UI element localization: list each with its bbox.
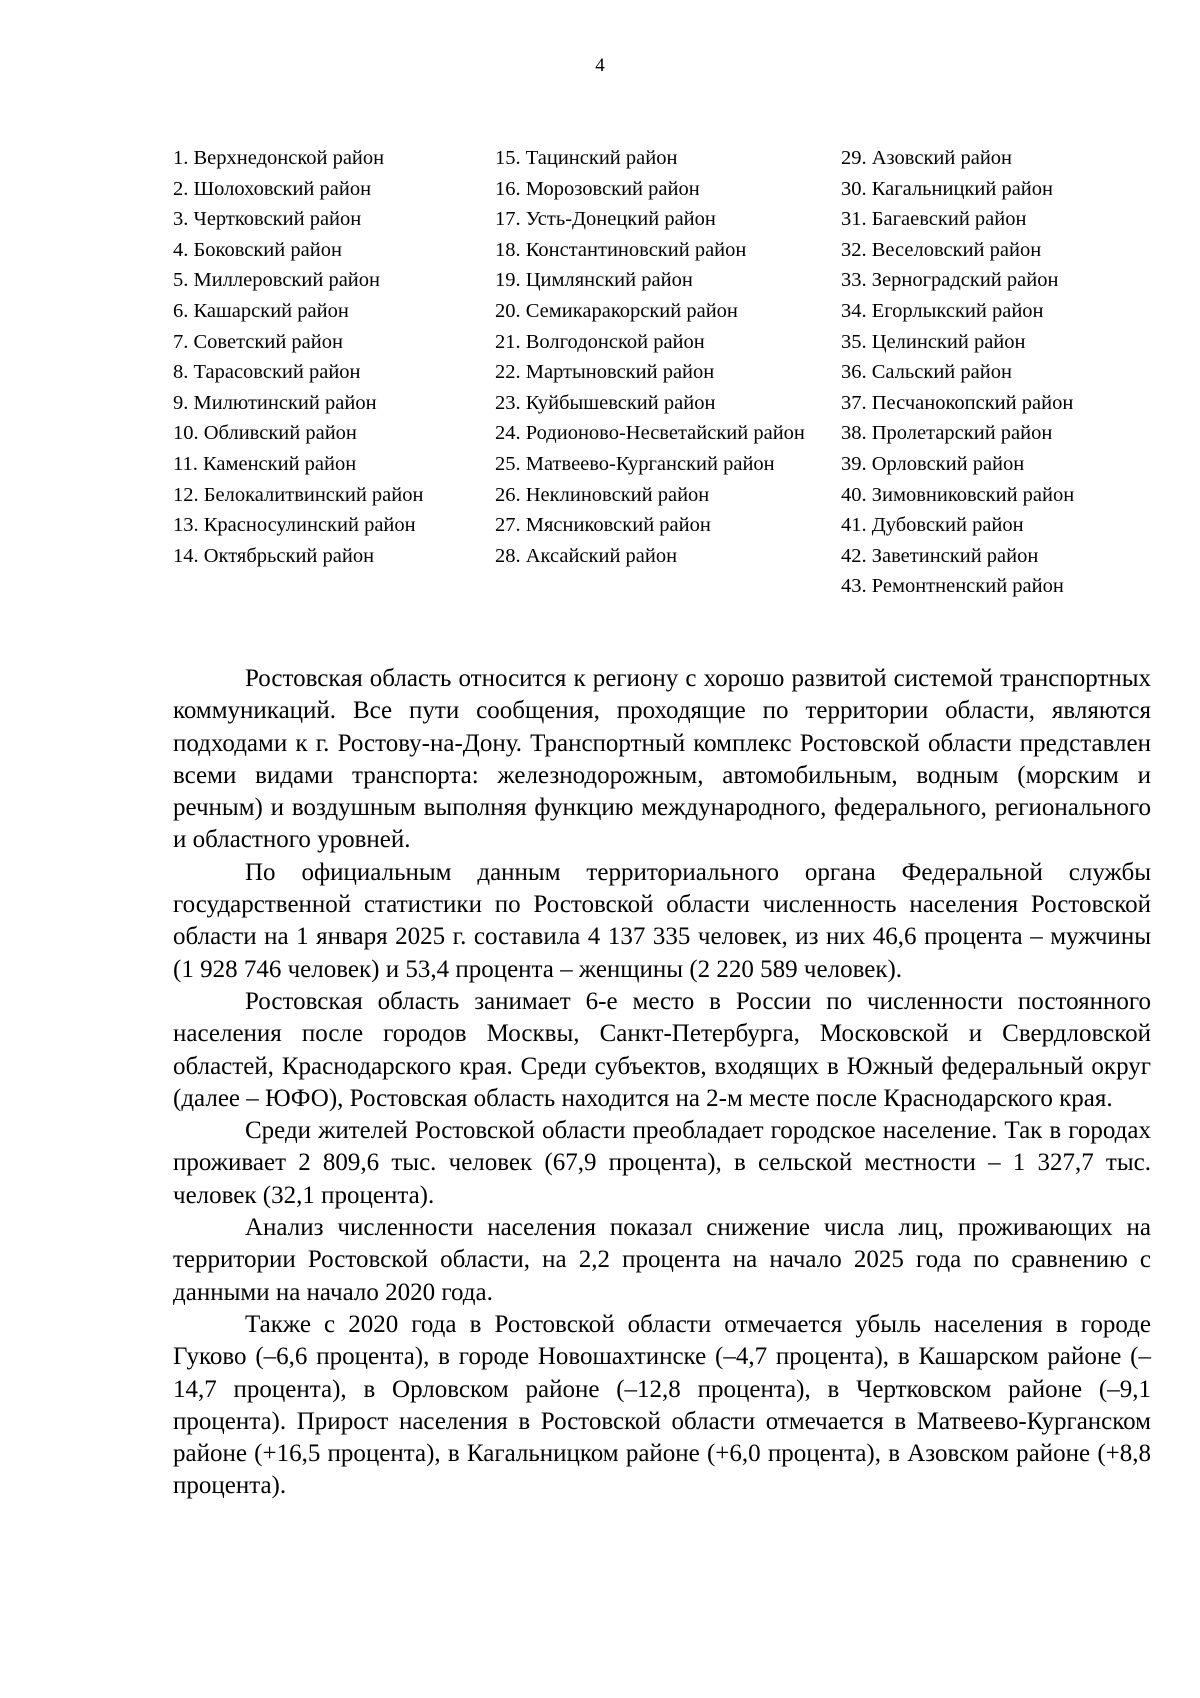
district-item: 33. Зерноградский район xyxy=(841,269,1059,292)
district-item: 6. Кашарский район xyxy=(173,299,349,322)
district-column-1 xyxy=(173,143,483,571)
district-item: 22. Мартыновский район xyxy=(495,361,715,384)
district-item: 38. Пролетарский район xyxy=(841,422,1053,445)
district-item: 40. Зимовниковский район xyxy=(841,483,1075,506)
district-item: 13. Красносулинский район xyxy=(173,514,416,537)
paragraph-population-decline: Анализ численности населения показал снижение числа лиц, проживающих на территории Ростовской области, на 2,2 процента на начало 2025 года по сравнению с данными на начало 2020 года. xyxy=(173,1214,1151,1306)
district-item: 34. Егорлыкский район xyxy=(841,299,1044,322)
district-item: 12. Белокалитвинский район xyxy=(173,483,424,506)
district-item: 2. Шолоховский район xyxy=(173,177,372,200)
district-item: 16. Морозовский район xyxy=(495,177,700,200)
district-item: 11. Каменский район xyxy=(173,452,357,475)
district-item: 23. Куйбышевский район xyxy=(495,391,716,414)
district-item: 1. Верхнедонской район xyxy=(173,147,385,169)
district-item: 9. Милютинский район xyxy=(173,391,377,414)
district-item: 29. Азовский район xyxy=(841,147,1013,169)
district-item: 24. Родионово-Несветайский район xyxy=(495,422,805,445)
district-item: 25. Матвеево-Курганский район xyxy=(495,452,775,475)
district-item: 43. Ремонтненский район xyxy=(841,575,1064,598)
district-item: 18. Константиновский район xyxy=(495,238,747,261)
paragraph-population-rank: Ростовская область занимает 6-е место в России по численности постоянного населения после городов Москвы, Санкт-Петербурга, Московской и Свердловской областей, Краснодарского края. Среди субъектов, входящих в Южный федеральный округ (далее – ЮФО), Ростовская область находится на 2-м месте после Краснодарского края. xyxy=(173,987,1151,1112)
district-item: 8. Тарасовский район xyxy=(173,361,361,384)
district-item: 5. Миллеровский район xyxy=(173,269,380,292)
district-item: 21. Волгодонской район xyxy=(495,330,705,353)
district-column-3 xyxy=(841,143,1161,602)
paragraph-urban-rural: Среди жителей Ростовской области преобладает городское население. Так в городах проживает 2 809,6 тыс. человек (67,9 процента), в сельской местности – 1 327,7 тыс. человек (32,1 процента). xyxy=(173,1117,1151,1209)
district-item: 7. Советский район xyxy=(173,330,343,353)
district-item: 30. Кагальницкий район xyxy=(841,177,1053,200)
district-item: 39. Орловский район xyxy=(841,452,1025,475)
district-item: 4. Боковский район xyxy=(173,238,342,261)
district-item: 10. Обливский район xyxy=(173,422,357,445)
district-item: 36. Сальский район xyxy=(841,361,1012,384)
district-list xyxy=(173,143,1153,643)
district-item: 42. Заветинский район xyxy=(841,544,1039,567)
district-item: 14. Октябрьский район xyxy=(173,544,375,567)
paragraph-population-changes: Также с 2020 года в Ростовской области отмечается убыль населения в городе Гуково (–6,6 процента), в городе Новошахтинске (–4,7 процента), в Кашарском районе (–14,7 процента), в Орловском районе (–12,8 процента), в Чертковском районе (–9,1 процента). Прирост населения в Ростовской области отмечается в Матвеево-Курганском районе (+16,5 процента), в Кагальницком районе (+6,0 процента), в Азовском районе (+8,8 процента). xyxy=(173,1310,1151,1500)
district-item: 37. Песчанокопский район xyxy=(841,391,1074,414)
page-number: 4 xyxy=(595,55,605,76)
district-item: 17. Усть-Донецкий район xyxy=(495,208,716,231)
district-item: 3. Чертковский район xyxy=(173,208,362,231)
district-item: 35. Целинский район xyxy=(841,330,1026,353)
paragraph-transport: Ростовская область относится к региону с хорошо развитой системой транспортных коммуникаций. Все пути сообщения, проходящие по территории области, являются подходами к г. Ростову-на-Дону. Транспортный комплекс Ростовской области представлен всеми видами транспорта: железнодорожным, автомобильным, водным (морским и речным) и воздушным выполняя функцию международного, федерального, регионального и областного уровней. xyxy=(173,665,1151,854)
body-text xyxy=(173,663,1151,1503)
district-item: 28. Аксайский район xyxy=(495,544,678,567)
district-column-2 xyxy=(495,143,815,571)
district-item: 32. Веселовский район xyxy=(841,238,1042,261)
paragraph-population-total: По официальным данным территориального органа Федеральной службы государственной статистики по Ростовской области численность населения Ростовской области на 1 января 2025 г. составила 4 137 335 человек, из них 46,6 процента – мужчины (1 928 746 человек) и 53,4 процента – женщины (2 220 589 человек). xyxy=(173,858,1151,983)
district-item: 26. Неклиновский район xyxy=(495,483,710,506)
district-item: 20. Семикаракорский район xyxy=(495,299,738,322)
district-item: 41. Дубовский район xyxy=(841,514,1024,537)
district-item: 31. Багаевский район xyxy=(841,208,1027,231)
district-item: 15. Тацинский район xyxy=(495,147,678,169)
district-item: 19. Цимлянский район xyxy=(495,269,693,292)
district-item: 27. Мясниковский район xyxy=(495,514,711,537)
